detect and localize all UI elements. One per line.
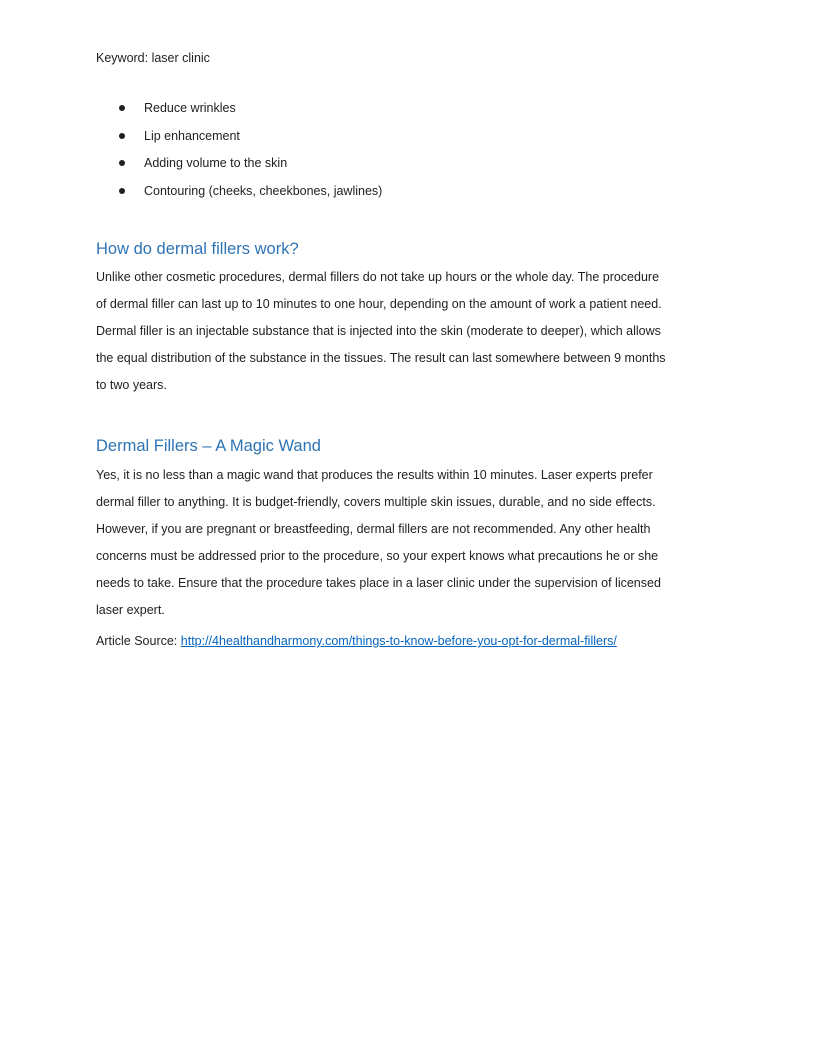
paragraph-line: However, if you are pregnant or breastfeeding, dermal fillers are not recommended. Any other health xyxy=(96,522,651,536)
paragraph-line: concerns must be addressed prior to the procedure, so your expert knows what precautions he or she xyxy=(96,549,659,563)
paragraph-line: of dermal filler can last up to 10 minutes to one hour, depending on the amount of work a patient need. xyxy=(96,297,662,311)
paragraph-line: to two years. xyxy=(96,378,167,392)
section-heading-how-fillers-work: How do dermal fillers work? xyxy=(96,240,299,258)
list-item xyxy=(96,100,382,128)
list-item xyxy=(96,183,382,211)
bullet-icon xyxy=(119,160,125,166)
list-item xyxy=(96,155,382,183)
paragraph-line: Unlike other cosmetic procedures, dermal fillers do not take up hours or the whole day. The procedure xyxy=(96,270,660,284)
bullet-icon xyxy=(119,188,125,194)
list-item-text: Reduce wrinkles xyxy=(144,101,236,115)
section-paragraph-how-fillers-work xyxy=(96,264,722,399)
paragraph-line: Dermal filler is an injectable substance that is injected into the skin (moderate to deeper), which allows xyxy=(96,324,661,338)
benefits-list xyxy=(96,100,382,211)
list-item-text: Contouring (cheeks, cheekbones, jawlines) xyxy=(144,184,383,199)
list-item-text: Adding volume to the skin xyxy=(144,156,288,171)
article-source-link[interactable]: http://4healthandharmony.com/things-to-know-before-you-opt-for-dermal-fillers/ xyxy=(180,634,617,648)
bullet-icon xyxy=(119,133,125,139)
article-source-label: Article Source: xyxy=(96,634,181,648)
article-source xyxy=(96,632,617,650)
paragraph-line: Yes, it is no less than a magic wand that produces the results within 10 minutes. Laser experts prefer xyxy=(96,468,653,482)
bullet-icon xyxy=(119,105,125,111)
section-paragraph-magic-wand xyxy=(96,462,722,624)
paragraph-line: laser expert. xyxy=(96,603,165,617)
list-item xyxy=(96,128,382,156)
keyword-line: Keyword: laser clinic xyxy=(96,51,210,65)
paragraph-line: needs to take. Ensure that the procedure takes place in a laser clinic under the supervision of licensed xyxy=(96,576,661,590)
paragraph-line: dermal filler to anything. It is budget-friendly, covers multiple skin issues, durable, and no side effects. xyxy=(96,495,656,509)
section-heading-magic-wand: Dermal Fillers – A Magic Wand xyxy=(96,437,321,455)
paragraph-line: the equal distribution of the substance in the tissues. The result can last somewhere between 9 months xyxy=(96,351,666,365)
list-item-text: Lip enhancement xyxy=(144,128,240,143)
